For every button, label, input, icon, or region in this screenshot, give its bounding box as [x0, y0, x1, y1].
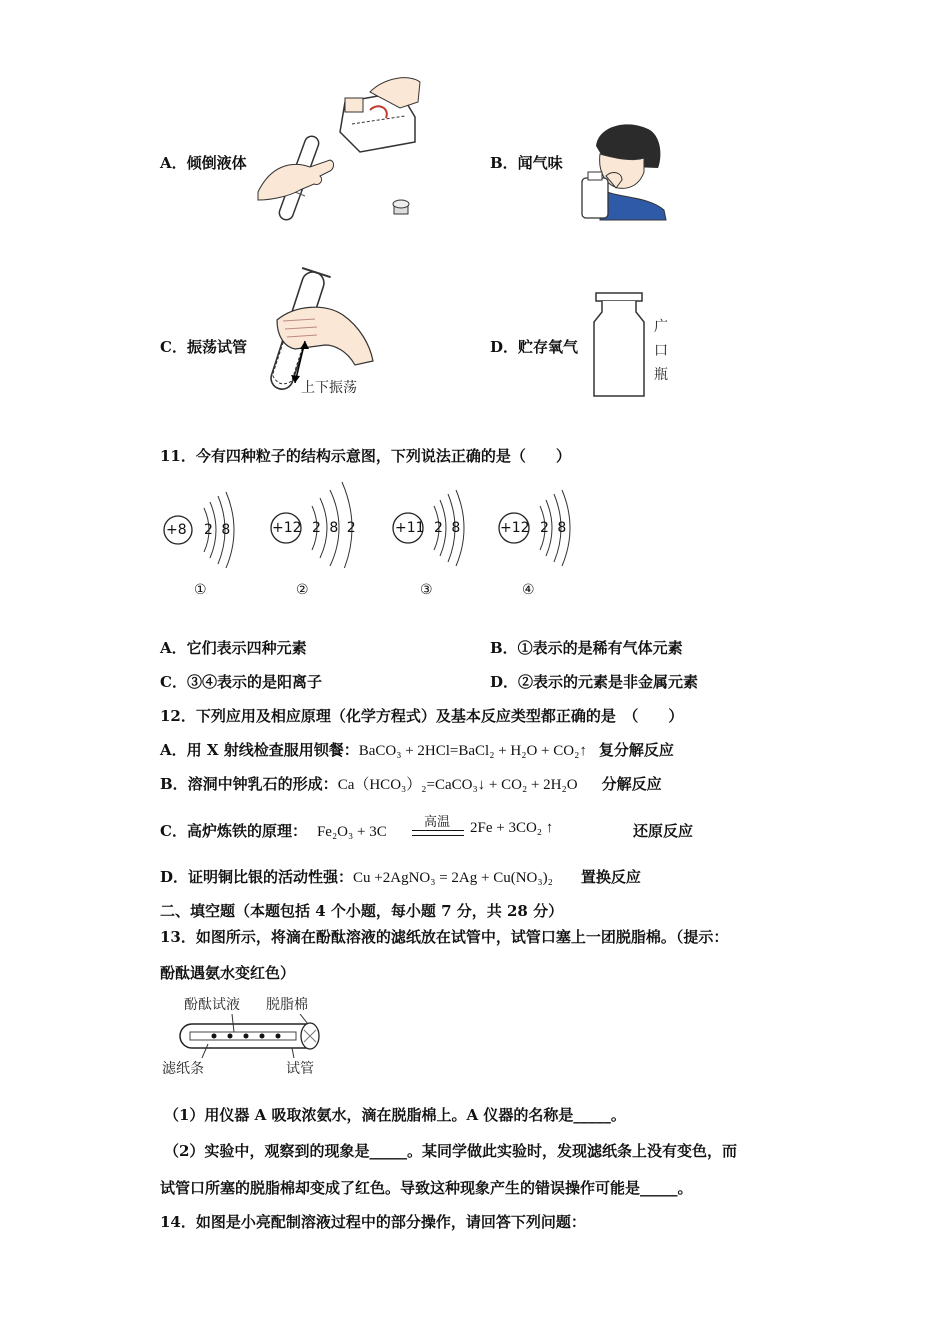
q11-stem: 11．今有四种粒子的结构示意图，下列说法正确的是（ ）: [160, 447, 571, 465]
fig-label-cotton: 脱脂棉: [266, 997, 308, 1013]
q12-b-equation: Ca（HCO₃）₂=CaCO₃↓ + CO₂ + 2H₂O: [337, 777, 578, 793]
q12-d-prefix: D．证明铜比银的活动性强：: [160, 868, 354, 886]
particle-4-nucleus: +12: [500, 520, 530, 536]
q13-sub1: （1）用仪器 A 吸取浓氨水，滴在脱脂棉上。A 仪器的名称是_____。: [164, 1106, 626, 1124]
q12-c-equals-sign: [412, 830, 464, 836]
q14-stem: 14．如图是小亮配制溶液过程中的部分操作，请回答下列问题：: [160, 1213, 586, 1231]
q11-option-b: B．①表示的是稀有气体元素: [490, 639, 683, 657]
q12-a-type: 复分解反应: [598, 741, 674, 759]
section-heading: 二、填空题（本题包括 4 个小题，每小题 7 分，共 28 分）: [160, 902, 564, 920]
q13-line2: 酚酞遇氨水变红色）: [160, 964, 296, 982]
q11-option-d: D．②表示的元素是非金属元素: [490, 673, 699, 691]
bottle-label-3: 瓶: [654, 367, 668, 383]
q12-d-type: 置换反应: [580, 868, 641, 886]
q11-option-a: A．它们表示四种元素: [160, 639, 307, 657]
option-c: C．振荡试管: [160, 338, 247, 356]
particle-3: [390, 478, 480, 598]
q12-option-c: [160, 820, 387, 841]
q12-b-prefix: B．溶洞中钟乳石的形成：: [160, 775, 338, 793]
option-b: B．闻气味: [490, 154, 563, 172]
particle-2-label: ②: [296, 582, 309, 598]
particle-1-shells: 2 8: [204, 522, 233, 538]
shake-caption: 上下振荡: [301, 380, 357, 396]
particle-diagrams: [160, 478, 590, 608]
q11-option-c: C．③④表示的是阳离子: [160, 673, 322, 691]
particle-1-nucleus: +8: [166, 522, 187, 538]
fig-label-paper: 滤纸条: [162, 1061, 204, 1077]
test-tube-figure: [172, 1014, 327, 1058]
fig-label-tube: 试管: [286, 1061, 314, 1077]
smelling-gas-figure: [578, 118, 670, 224]
q12-c-eq-left: Fe₂O₃ + 3C: [316, 824, 387, 840]
particle-4-shells: 2 8: [540, 520, 569, 536]
q12-c-type: 还原反应: [633, 822, 694, 840]
wide-mouth-bottle-figure: [590, 290, 650, 400]
q12-c-condition: 高温: [424, 814, 451, 829]
q12-option-d: [160, 866, 641, 887]
bottle-label-2: 口: [654, 343, 668, 359]
particle-4: [496, 478, 586, 598]
particle-3-label: ③: [420, 582, 433, 598]
q12-c-prefix: C．高炉炼铁的原理：: [160, 822, 307, 840]
particle-1-label: ①: [194, 582, 207, 598]
option-d: D．贮存氧气: [490, 338, 579, 356]
q12-b-type: 分解反应: [601, 775, 662, 793]
pouring-liquid-figure: [250, 72, 425, 232]
q12-d-equation: Cu +2AgNO₃ = 2Ag + Cu(NO₃)₂: [353, 870, 553, 886]
q12-a-prefix: A．用 X 射线检查服用钡餐：: [160, 741, 359, 759]
particle-2-shells: 2 8 2: [312, 520, 358, 536]
bottle-label-1: 广: [654, 319, 668, 335]
q13-line1: 13．如图所示，将滴在酚酞溶液的滤纸放在试管中，试管口塞上一团脱脂棉。（提示：: [160, 928, 729, 946]
fig-label-reagent: 酚酞试液: [184, 997, 240, 1013]
particle-3-shells: 2 8: [434, 520, 463, 536]
particle-2-nucleus: +12: [272, 520, 302, 536]
q12-a-equation: BaCO₃ + 2HCl=BaCl₂ + H₂O + CO₂↑: [358, 743, 587, 759]
q12-stem: 12．下列应用及相应原理（化学方程式）及基本反应类型都正确的是 （ ）: [160, 707, 684, 725]
option-a: A．倾倒液体: [160, 154, 247, 172]
q13-sub2-line2: 试管口所塞的脱脂棉却变成了红色。导致这种现象产生的错误操作可能是_____。: [160, 1179, 693, 1197]
particle-4-label: ④: [522, 582, 535, 598]
particle-1: [160, 478, 250, 598]
q13-sub2-line1: （2）实验中，观察到的现象是_____。某同学做此实验时，发现滤纸条上没有变色，而: [164, 1142, 737, 1160]
q12-c-eq-right: 2Fe + 3CO₂ ↑: [470, 820, 554, 836]
particle-2: [268, 478, 368, 598]
q12-option-b: [160, 773, 662, 794]
particle-3-nucleus: +11: [395, 520, 425, 536]
q12-option-a: [160, 739, 674, 760]
